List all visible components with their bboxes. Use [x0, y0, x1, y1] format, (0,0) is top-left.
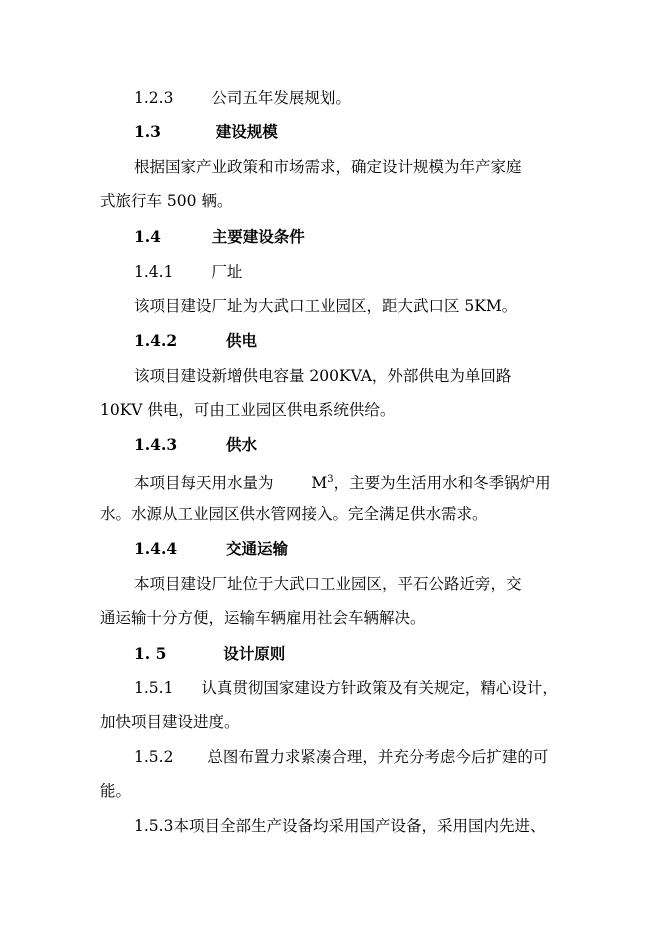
section-1-2-3 — [134, 88, 351, 108]
text-segment: 本项目每天用水量为 — [134, 474, 274, 492]
paragraph-line: 水。水源从工业园区供水管网接入。完全满足供水需求。 — [100, 505, 488, 523]
paragraph-line: 通运输十分方便，运输车辆雇用社会车辆解决。 — [100, 609, 426, 627]
heading-title: 建设规模 — [215, 122, 278, 141]
section-number: 1.4.1 — [134, 263, 174, 281]
section-1-5-1 — [134, 678, 558, 698]
unit-superscript: 3 — [327, 474, 334, 485]
heading-number: 1.4 — [134, 227, 161, 246]
heading-number: 1.4.4 — [134, 539, 178, 558]
paragraph-line: 根据国家产业政策和市场需求，确定设计规模为年产家庭 — [134, 158, 522, 176]
heading-1-4-3 — [134, 435, 257, 455]
unit-text: M — [311, 474, 328, 492]
text-segment: ，主要为生活用水和冬季锅炉用 — [333, 474, 551, 492]
section-number: 1.5.3 — [134, 817, 174, 835]
section-text: 公司五年发展规划。 — [211, 89, 351, 107]
heading-title: 设计原则 — [223, 644, 286, 663]
section-text: 本项目全部生产设备均采用国产设备，采用国内先进、 — [173, 817, 546, 835]
heading-number: 1.4.3 — [134, 435, 178, 454]
heading-1-5 — [134, 644, 285, 664]
heading-1-4-4 — [134, 539, 288, 559]
paragraph-line: 该项目建设新增供电容量 200KVA，外部供电为单回路 — [134, 367, 512, 385]
section-1-4-1 — [134, 262, 242, 282]
section-text: 认真贯彻国家建设方针政策及有关规定，精心设计， — [201, 679, 558, 697]
section-number: 1.2.3 — [134, 89, 174, 107]
section-text: 总图布置力求紧凑合理，并充分考虑今后扩建的可 — [207, 748, 549, 766]
heading-title: 主要建设条件 — [211, 227, 305, 246]
paragraph-line: 式旅行车 500 辆。 — [100, 192, 233, 210]
heading-title: 交通运输 — [225, 539, 288, 558]
section-number: 1.5.1 — [134, 679, 174, 697]
paragraph-line: 能。 — [100, 782, 132, 800]
heading-1-4-2 — [134, 331, 257, 351]
section-1-5-3 — [134, 816, 545, 836]
heading-1-3 — [134, 122, 278, 142]
section-1-5-2 — [134, 747, 548, 767]
heading-title: 供水 — [225, 435, 257, 454]
heading-number: 1. 5 — [134, 644, 167, 663]
section-title: 厂址 — [211, 263, 243, 281]
heading-number: 1.3 — [134, 122, 161, 141]
paragraph-line: 加快项目建设进度。 — [100, 713, 240, 731]
heading-1-4 — [134, 227, 305, 247]
section-number: 1.5.2 — [134, 748, 174, 766]
heading-number: 1.4.2 — [134, 331, 178, 350]
paragraph-line: 该项目建设厂址为大武口工业园区，距大武口区 5KM。 — [134, 297, 518, 315]
paragraph-line: 10KV 供电，可由工业园区供电系统供给。 — [100, 401, 396, 419]
paragraph-line — [134, 470, 551, 493]
paragraph-line: 本项目建设厂址位于大武口工业园区，平石公路近旁，交 — [134, 575, 522, 593]
heading-title: 供电 — [225, 331, 257, 350]
